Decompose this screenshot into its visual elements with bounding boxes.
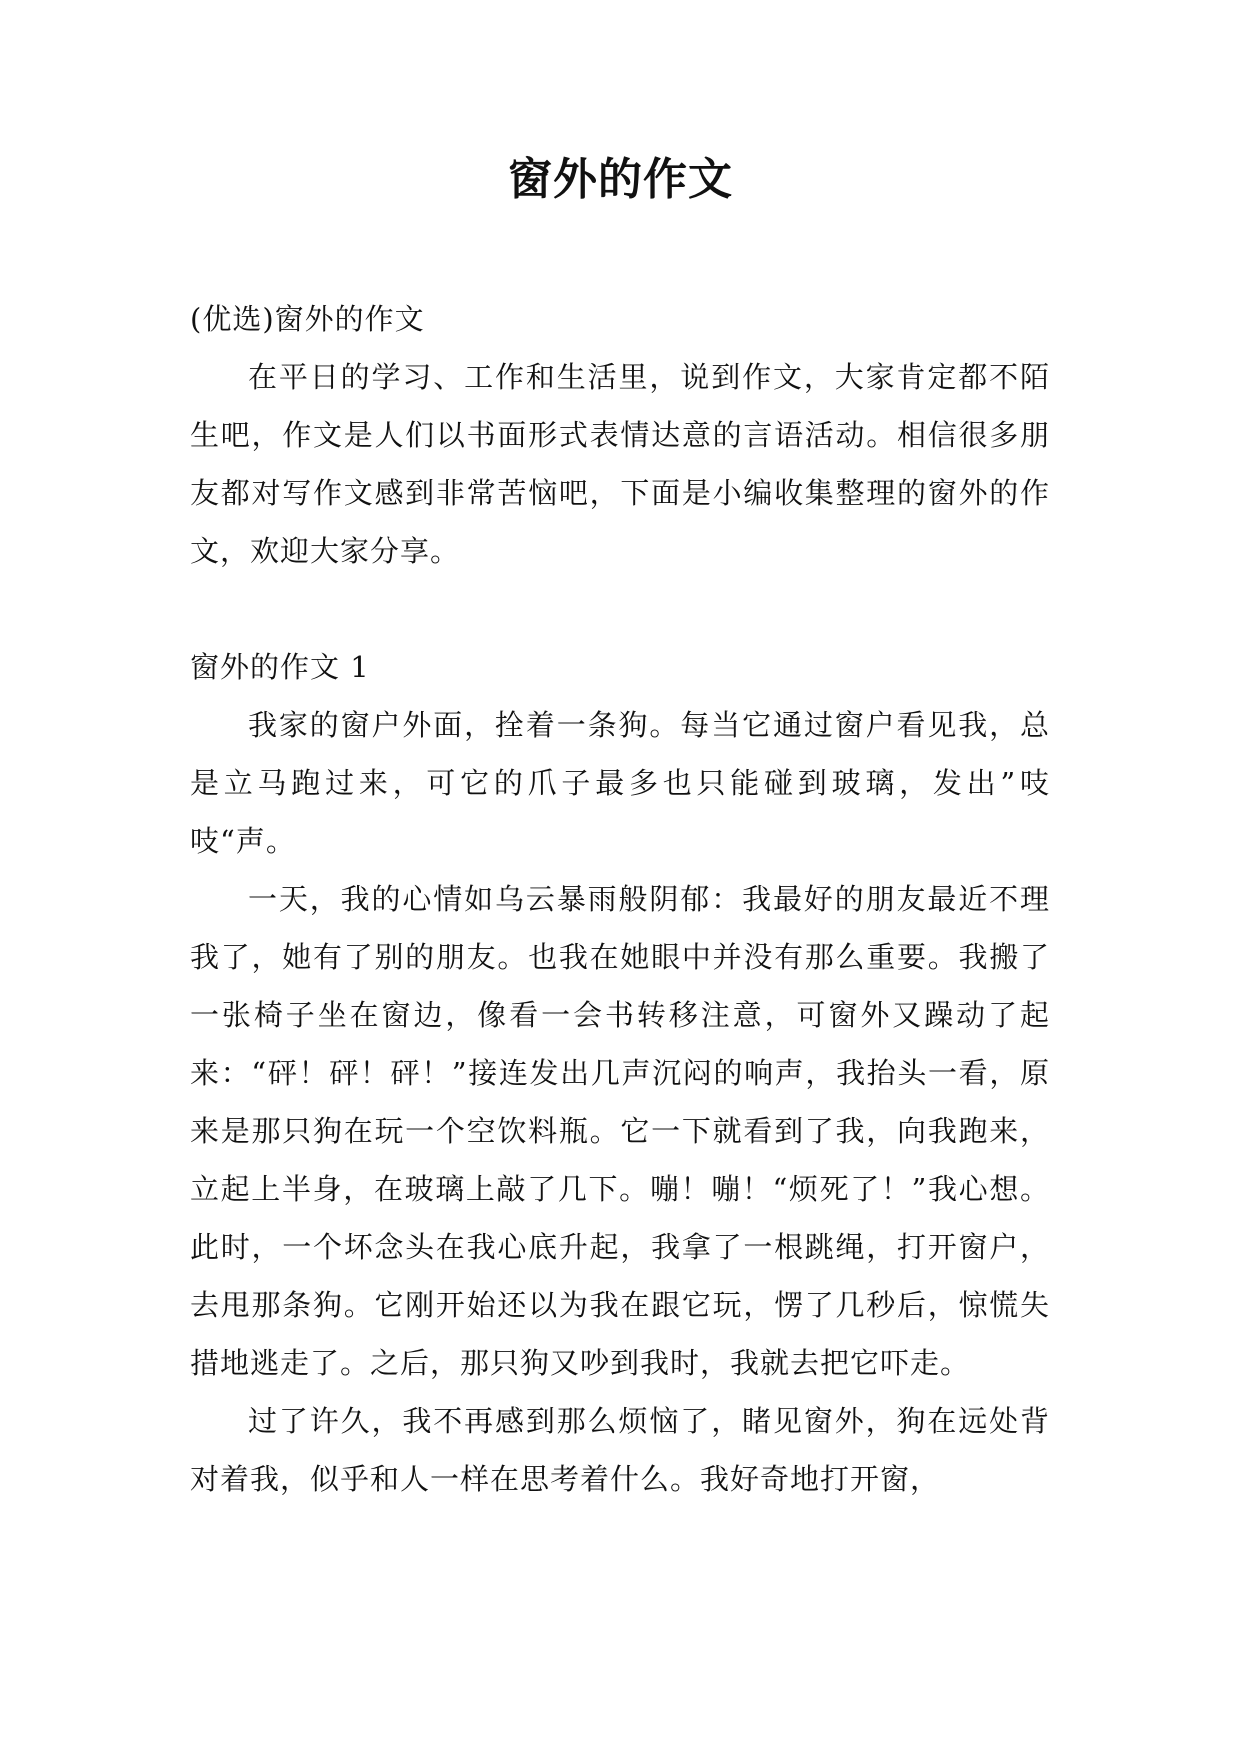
body-paragraph: 过了许久，我不再感到那么烦恼了，睹见窗外，狗在远处背对着我，似乎和人一样在思考着什么。我好奇地打开窗，: [190, 1404, 1050, 1496]
document-subtitle: (优选)窗外的作文: [190, 302, 425, 336]
page-title: 窗外的作文: [508, 154, 733, 205]
section-heading: 窗外的作文 1: [190, 650, 370, 684]
body-paragraph: 一天，我的心情如乌云暴雨般阴郁：我最好的朋友最近不理我了，她有了别的朋友。也我在她眼中并没有那么重要。我搬了一张椅子坐在窗边，像看一会书转移注意，可窗外又躁动了起来：“砰！砰！砰！”接连发出几声沉闷的响声，我抬头一看，原来是那只狗在玩一个空饮料瓶。它一下就看到了我，向我跑来，立起上半身，在玻璃上敲了几下。嘣！嘣！“烦死了！”我心想。此时，一个坏念头在我心底升起，我拿了一根跳绳，打开窗户，去甩那条狗。它刚开始还以为我在跟它玩，愣了几秒后，惊慌失措地逃走了。之后，那只狗又吵到我时，我就去把它吓走。: [190, 882, 1050, 1380]
document-body: [190, 290, 1050, 1508]
intro-paragraph: 在平日的学习、工作和生活里，说到作文，大家肯定都不陌生吧，作文是人们以书面形式表情达意的言语活动。相信很多朋友都对写作文感到非常苦恼吧，下面是小编收集整理的窗外的作文，欢迎大家分享。: [190, 360, 1050, 568]
body-paragraph: 我家的窗户外面，拴着一条狗。每当它通过窗户看见我，总是立马跑过来，可它的爪子最多也只能碰到玻璃，发出”吱吱“声。: [190, 708, 1050, 858]
